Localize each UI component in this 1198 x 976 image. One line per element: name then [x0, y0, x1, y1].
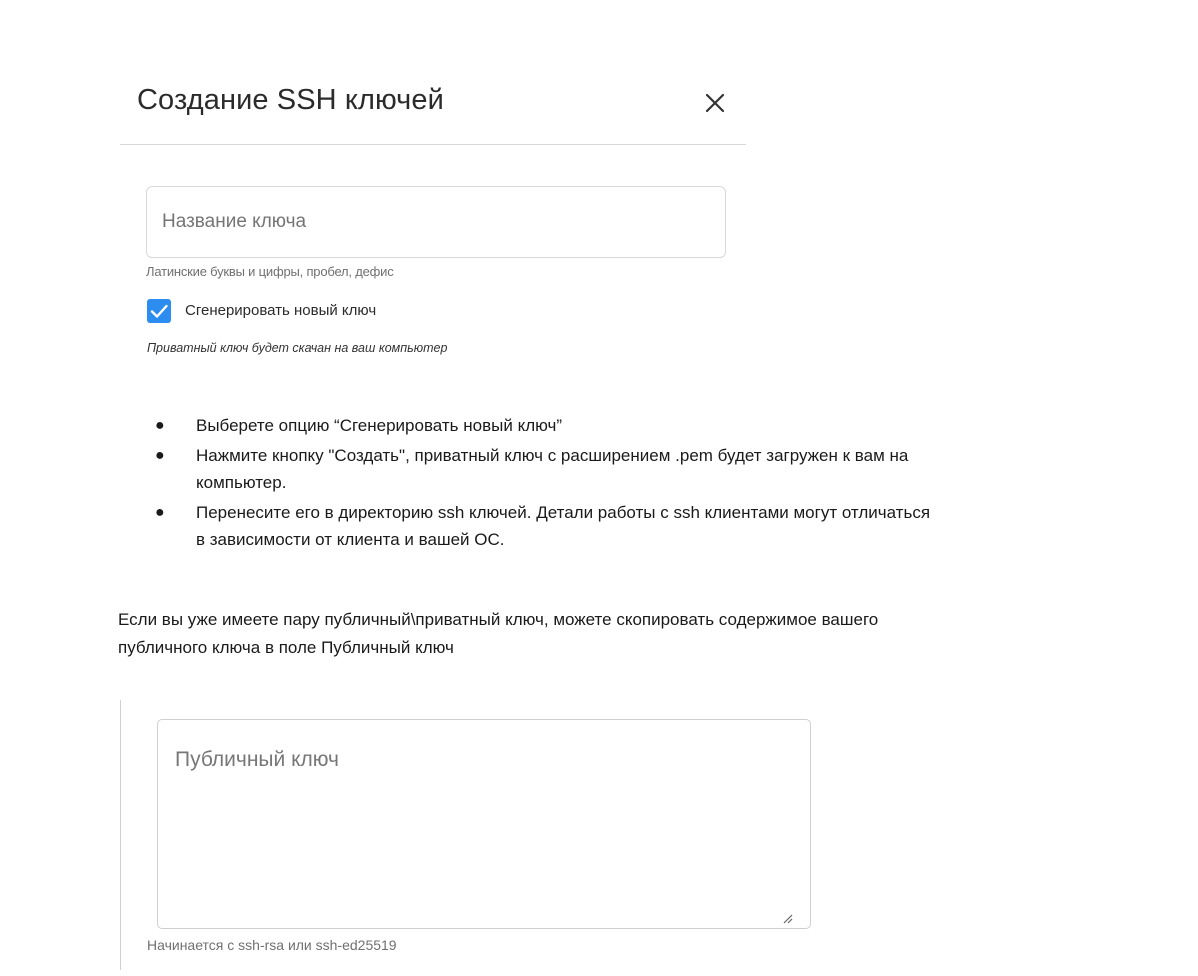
step-text: [196, 442, 1146, 496]
key-name-input[interactable]: [146, 186, 726, 258]
dialog-title: Создание SSH ключей: [137, 84, 444, 116]
step-line: в зависимости от клиента и вашей ОС.: [196, 530, 505, 549]
generate-key-checkbox[interactable]: [147, 299, 171, 323]
step-line: Нажмите кнопку "Создать", приватный ключ с расширением .pem будет загружен к вам на: [196, 446, 909, 465]
paragraph-line: публичного ключа в поле Публичный ключ: [118, 638, 454, 657]
close-icon[interactable]: [700, 88, 730, 118]
public-key-textarea[interactable]: [157, 719, 811, 929]
bullet-icon: ●: [155, 417, 165, 434]
step-text: [196, 499, 1146, 553]
checkmark-icon: [147, 299, 171, 323]
bullet-icon: ●: [155, 447, 165, 464]
key-name-hint: Латинские буквы и цифры, пробел, дефис: [146, 264, 394, 279]
bullet-icon: ●: [155, 504, 165, 521]
step-line: компьютер.: [196, 473, 287, 492]
step-line: Перенесите его в директорию ssh ключей. Детали работы с ssh клиентами могут отличаться: [196, 503, 931, 522]
resize-handle-icon[interactable]: [781, 912, 793, 924]
step-line: Выберете опцию “Сгенерировать новый ключ”: [196, 416, 563, 435]
step-text: [196, 412, 1146, 439]
snippet-border: [120, 700, 121, 970]
paragraph-line: Если вы уже имеете пару публичный\приватный ключ, можете скопировать содержимое вашего: [118, 610, 879, 629]
generate-key-label[interactable]: Сгенерировать новый ключ: [185, 302, 377, 319]
private-key-note: Приватный ключ будет скачан на ваш компьютер: [147, 341, 448, 355]
public-key-hint: Начинается с ssh-rsa или ssh-ed25519: [147, 937, 397, 953]
dialog-divider: [120, 144, 746, 145]
intro-paragraph: [118, 606, 878, 662]
